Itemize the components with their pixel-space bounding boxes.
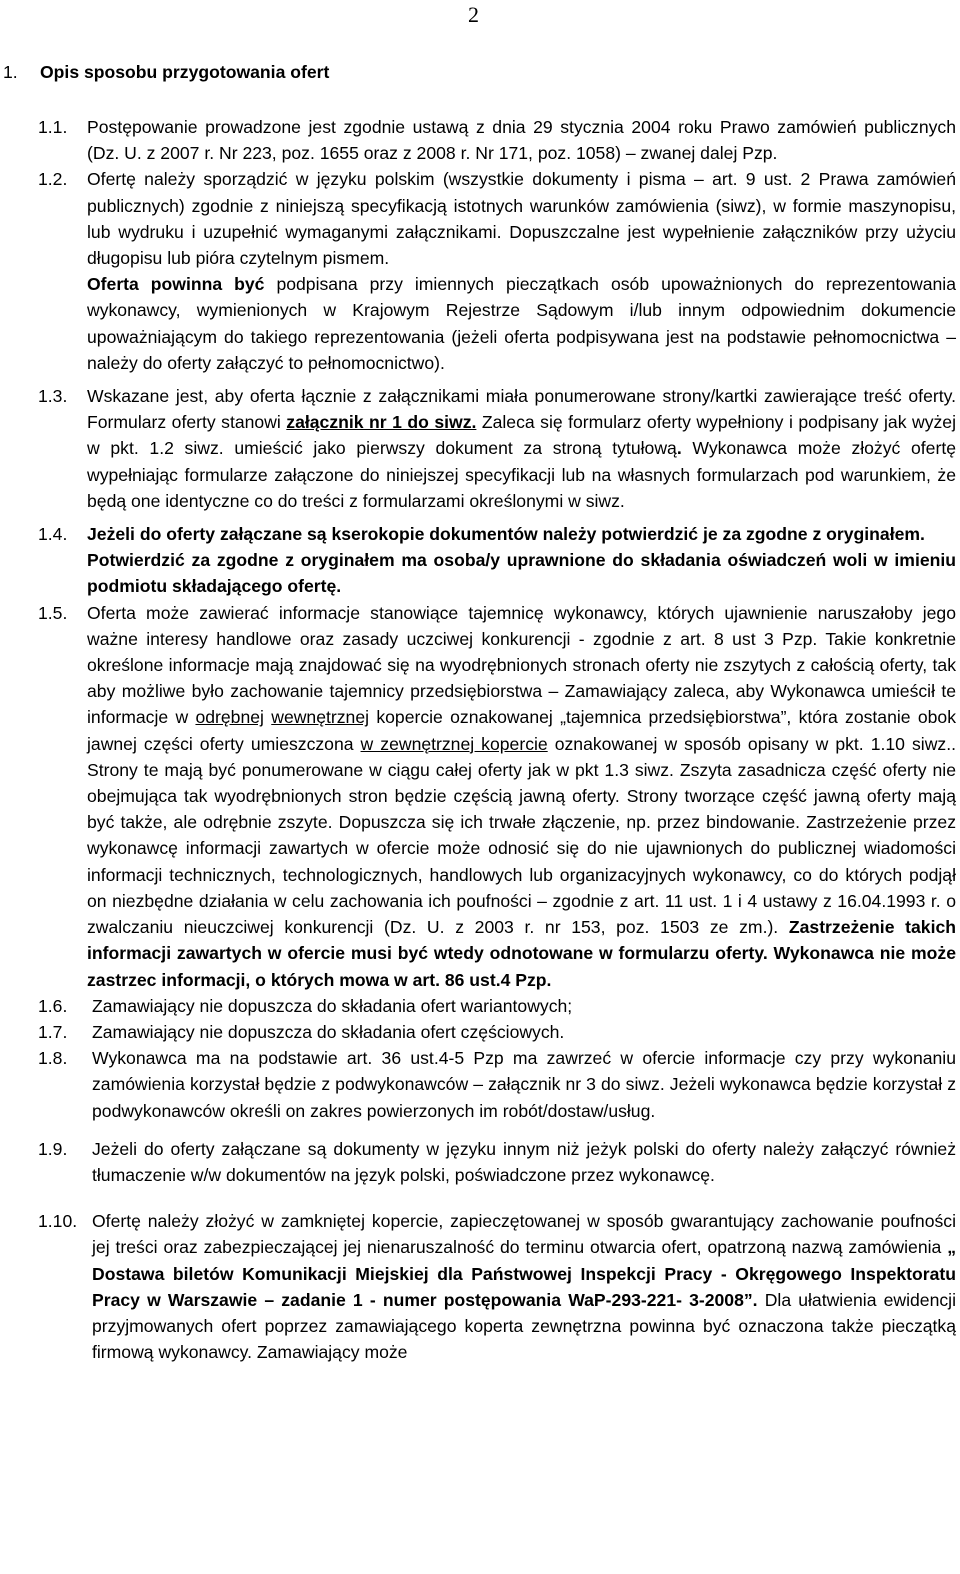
item-number: 1.2.	[38, 169, 68, 190]
item-text: Zamawiający nie dopuszcza do składania ofert wariantowych;	[92, 995, 573, 1016]
document-body	[0, 114, 956, 1365]
underlined-text: załącznik nr 1 do siwz.	[286, 412, 477, 433]
item-number: 1.8.	[38, 1048, 68, 1069]
text-run: oznakowanej w sposób opisany w pkt. 1.10 siwz.. Strony te mają być ponumerowane w ciągu całej oferty jak w pkt 1.3 siwz. Zszyta zasadnicza część oferty nie obejmująca tak wyodrębnionych stron będzie częścią jawną oferty. Strony tworzące część jawną oferty mają być także, ale odrębnie zszyte. Dopuszcza się ich trwałe złączenie, np. przez bindowanie. Zastrzeżenie przez wykonawcę informacji zawartych w ofercie może odnosić się do nie ujawnionych do publicznej wiadomości informacji technicznych, technologicznych, handlowych lub organizacyjnych wykonawcy, co do których podjął on niezbędne działania w celu zachowania ich poufności – zgodnie z art. 11 ust. 1 i 4 ustawy z 16.04.1993 r. o zwalczaniu nieuczciwej konkurencji (Dz. U. z 2003 r. nr 153, poz. 1503 ze zm.).	[87, 733, 956, 938]
item-text	[87, 600, 956, 993]
text-run: Zaleca się formularz oferty wypełniony i podpisany jak wyżej w pkt. 1.2 siwz. umieścić jako pierwszy dokument za stroną tytułową	[87, 412, 956, 459]
text-run: Wskazane jest, aby oferta łącznie z załącznikami miała ponumerowane strony/kartki zawierające treść oferty. Formularz oferty stanowi	[87, 386, 956, 433]
section-number: 1.	[3, 62, 18, 82]
item-text	[87, 383, 956, 514]
item-number: 1.7.	[38, 1021, 68, 1042]
item-text	[87, 166, 956, 376]
list-item-1-10	[0, 1208, 956, 1365]
underlined-text: wewnętrznej	[271, 707, 370, 728]
bold-text: .	[676, 438, 682, 459]
list-item-1-5	[0, 600, 956, 993]
item-number: 1.10.	[38, 1211, 78, 1232]
list-item-1-3	[0, 383, 956, 514]
item-number: 1.5.	[38, 602, 68, 623]
bold-text: „ Dostawa biletów Komunikacji Miejskiej dla Państwowej Inspekcji Pracy - Okręgowego Inspektoratu Pracy w Warszawie – zadanie 1 - numer postępowania WaP-293-221- 3-2008”.	[92, 1237, 956, 1310]
item-number: 1.1.	[38, 117, 68, 137]
bold-text: Jeżeli do oferty załączane są kserokopie dokumentów należy potwierdzić je za zgodne z oryginałem.	[87, 524, 925, 545]
bold-text	[286, 412, 476, 432]
list-item-1-6	[0, 993, 956, 1019]
item-number: 1.3.	[38, 386, 68, 407]
item-text: Zamawiający nie dopuszcza do składania ofert częściowych.	[92, 1021, 565, 1042]
item-text: Wykonawca ma na podstawie art. 36 ust.4-5 Pzp ma zawrzeć w ofercie informacje czy przy wykonaniu zamówienia korzystał będzie z podwykonawców – załącznik nr 3 do siwz. Jeżeli wykonawca będzie korzystał z podwykonawców określi on zakres powierzonych im robót/dostaw/usług.	[92, 1048, 956, 1121]
list-item-1-1	[0, 114, 956, 166]
text-run: Ofertę należy złożyć w zamkniętej kopercie, zapieczętowanej w sposób gwarantujący zachowanie poufności jej treści oraz zabezpieczającej jej nienaruszalność do terminu otwarcia ofert, opatrzoną nazwą zamówienia	[92, 1211, 956, 1258]
list-item-1-2	[0, 166, 956, 376]
list-item-1-4	[0, 521, 956, 600]
list-item-1-8	[0, 1045, 956, 1124]
list-item-1-7	[0, 1019, 956, 1045]
item-text	[87, 521, 956, 600]
item-text: Postępowanie prowadzone jest zgodnie ustawą z dnia 29 stycznia 2004 roku Prawo zamówień publicznych (Dz. U. z 2007 r. Nr 223, poz. 1655 oraz z 2008 r. Nr 171, poz. 1058) – zwanej dalej Pzp.	[87, 117, 956, 164]
item-paragraph: Ofertę należy sporządzić w języku polskim (wszystkie dokumenty i pisma – art. 9 ust. 2 Prawa zamówień publicznych) zgodnie z niniejszą specyfikacją istotnych warunków zamówienia (siwz), w formie maszynopisu, lub wydruku i uzupełnić wymaganymi załącznikami. Dopuszczalne jest wypełnienie załączników przy użyciu długopisu lub pióra czytelnym pismem.	[87, 169, 956, 269]
item-number: 1.4.	[38, 524, 68, 545]
text-run: podpisana przy imiennych pieczątkach osób upoważnionych do reprezentowania wykonawcy, wymienionych w Krajowym Rejestrze Sądowym i/lub innym odpowiednim dokumencie upoważniającym do takiego reprezentowania (jeżeli oferta podpisywana jest na podstawie pełnomocnictwa – należy do oferty załączyć to pełnomocnictwo).	[87, 274, 956, 373]
item-paragraph	[87, 521, 956, 547]
item-number: 1.6.	[38, 995, 68, 1016]
bold-text: Zastrzeżenie takich informacji zawartych w ofercie musi być wtedy odnotowane w formularzu oferty. Wykonawca nie może zastrzec informacji, o których mowa w art. 86 ust.4 Pzp.	[87, 917, 956, 990]
item-text	[92, 1208, 956, 1365]
section-heading	[3, 62, 329, 83]
underlined-text: odrębnej	[195, 707, 264, 728]
section-title: Opis sposobu przygotowania ofert	[40, 62, 330, 82]
text-run: Wykonawca może złożyć ofertę wypełniając formularze załączone do niniejszej specyfikacji lub na własnych formularzach pod warunkiem, że będą one identyczne co do treści z formularzami określonymi w siwz.	[87, 438, 956, 511]
underlined-text: w zewnętrznej kopercie	[360, 733, 548, 754]
item-number: 1.9.	[38, 1138, 68, 1159]
list-item-1-9	[0, 1136, 956, 1188]
item-text: Jeżeli do oferty załączane są dokumenty w języku innym niż jeżyk polski do oferty należy załączyć również tłumaczenie w/w dokumentów na język polski, poświadczone przez wykonawcę.	[92, 1138, 956, 1185]
text-run: Oferta może zawierać informacje stanowiące tajemnicę wykonawcy, których ujawnienie naruszałoby jego ważne interesy handlowe oraz zasady uczciwej konkurencji - zgodnie z art. 8 ust 3 Pzp. Takie konkretnie określone informacje mają znajdować się na wyodrębnionych stronach oferty nie zszytych z całością oferty, tak aby możliwe było zachowanie tajemnicy przedsiębiorstwa – Zamawiający zaleca, aby Wykonawca umieścił te informacje w	[87, 602, 956, 728]
bold-text: Oferta powinna być	[87, 274, 265, 295]
item-paragraph	[87, 271, 956, 376]
item-paragraph	[87, 547, 956, 599]
text-run: kopercie oznakowanej „tajemnica przedsiębiorstwa”, która zostanie obok jawnej części oferty umieszczona	[87, 707, 956, 754]
page-number: 2	[468, 2, 479, 27]
bold-text: Potwierdzić za zgodne z oryginałem ma osoba/y uprawnione do składania oświadczeń woli w imieniu podmiotu składającego ofertę.	[87, 550, 956, 597]
text-run: Dla ułatwienia ewidencji przyjmowanych ofert poprzez zamawiającego koperta zewnętrzna powinna być oznaczona także pieczątką firmową wykonawcy. Zamawiający może	[92, 1289, 956, 1363]
